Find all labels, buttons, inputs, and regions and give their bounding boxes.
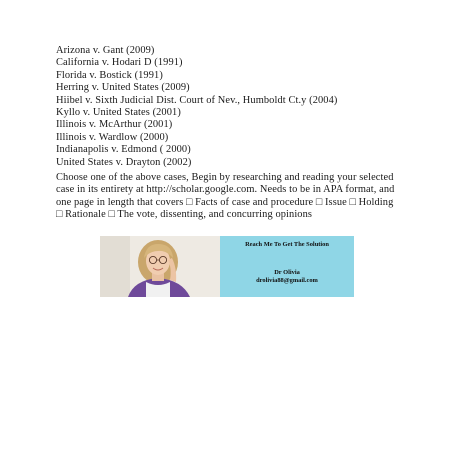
- promo-email: drolivia88@gmail.com: [256, 277, 318, 284]
- contact-card: [220, 236, 354, 297]
- case-item: Illinois v. McArthur (2001): [56, 119, 173, 131]
- case-item: Herring v. United States (2009): [56, 82, 190, 94]
- case-item: Illinois v. Wardlow (2000): [56, 131, 169, 143]
- promo-banner: [100, 236, 354, 297]
- tutor-photo: [100, 236, 220, 297]
- case-item: Hiibel v. Sixth Judicial Dist. Court of Nev., Humboldt Ct.y (2004): [56, 94, 338, 106]
- promo-title: Reach Me To Get The Solution: [245, 241, 329, 248]
- case-item: United States v. Drayton (2002): [56, 156, 192, 168]
- assignment-instructions: Choose one of the above cases, Begin by researching and reading your selected case in its entirety at http://scholar.google.com. Needs to be in APA format, and one page in length that covers □ Facts of case and procedure □ Issue □ Holding □ Rationale □ The vote, dissenting, and concurring opinions: [56, 172, 395, 221]
- case-item: Indianapolis v. Edmond ( 2000): [56, 144, 191, 156]
- case-item: Arizona v. Gant (2009): [56, 45, 155, 56]
- woman-portrait-icon: [100, 236, 220, 297]
- case-item: California v. Hodari D (1991): [56, 57, 183, 69]
- case-item: Florida v. Bostick (1991): [56, 69, 163, 81]
- promo-name: Dr Olivia: [274, 269, 300, 276]
- case-list: [56, 45, 396, 169]
- case-item: Kyllo v. United States (2001): [56, 107, 181, 119]
